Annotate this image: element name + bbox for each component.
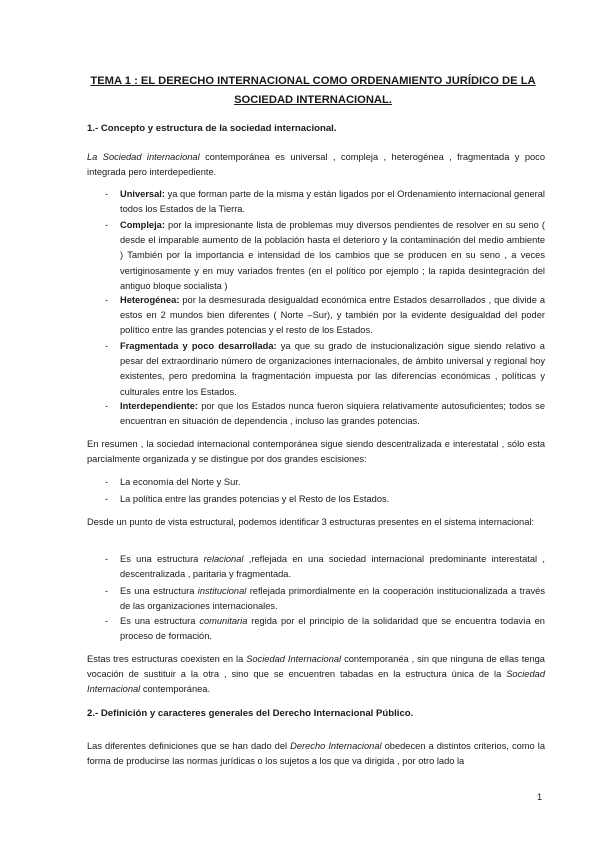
bullet-text: por que los Estados nunca fueron siquiera relativamente autosuficientes; todos se encuentran en situación de dependencia , incluso las grandes potencias.	[120, 401, 545, 427]
bullet-text: ya que forman parte de la misma y están ligados por el Ordenamiento internacional general todos los Estados de la Tierra.	[120, 189, 545, 215]
bullet-dash: -	[105, 220, 109, 230]
bullet-dash: -	[105, 554, 109, 564]
schism-north-south	[87, 475, 545, 490]
bullet-heterogenea	[87, 293, 545, 339]
bullet-dash: -	[105, 616, 109, 626]
summary-paragraph: En resumen , la sociedad internacional contemporánea sigue siendo descentralizada e interestatal , sólo esta parcialmente organizada y se distingue por dos grandes escisiones:	[87, 439, 545, 465]
intro-text: contemporánea es universal , compleja , heterogénea , fragmentada y poco integrada pero interdepediente.	[87, 152, 545, 178]
bullet-dash: -	[105, 401, 109, 411]
structures-intro: Desde un punto de vista estructural, podemos identificar 3 estructuras presentes en el sistema internacional:	[87, 517, 535, 527]
section-2-number: 2.-	[87, 708, 99, 719]
definitions-paragraph	[87, 739, 545, 769]
bullet-dash: -	[105, 189, 109, 199]
bullet-term: Compleja:	[120, 220, 165, 230]
section-1-heading	[87, 121, 337, 136]
section-1-number: 1.-	[87, 123, 99, 134]
schism-text: La política entre las grandes potencias y el Resto de los Estados.	[120, 494, 390, 504]
structure-post: reflejada primordialmente en la cooperación institucionalizada a través de las organizaciones internacionales.	[120, 586, 545, 612]
bullet-term: Interdependiente:	[120, 401, 198, 411]
structure-post: ,reflejada en una sociedad internacional predominante interestatal , descentralizada , paritaria y fragmentada.	[120, 554, 545, 580]
bullet-fragmentada	[87, 339, 545, 400]
bullet-dash: -	[105, 477, 109, 487]
bullet-term: Universal:	[120, 189, 165, 199]
section-1-title: Concepto y estructura de la sociedad internacional.	[100, 123, 337, 134]
bullet-text: por la desmesurada desigualdad económica entre Estados desarrollados , que divide a estos en 2 mundos bien diferentes ( Norte –Sur), y también por la evidente desigualdad del poder político entre las grandes potencias y el resto de los Estados.	[120, 295, 545, 336]
intro-paragraph	[87, 150, 545, 180]
structure-italic: comunitaria	[199, 616, 248, 626]
bullet-dash: -	[105, 341, 109, 351]
structure-pre: Es una estructura	[120, 554, 199, 564]
bullet-interdependiente	[87, 399, 545, 429]
coexist-pre: Estas tres estructuras coexisten en la	[87, 654, 244, 664]
structure-italic: relacional	[203, 554, 244, 564]
structure-relacional	[87, 552, 545, 582]
coexist-italic-1: Sociedad Internacional	[246, 654, 342, 664]
bullet-compleja	[87, 218, 545, 294]
bullet-universal	[87, 187, 545, 217]
structure-pre: Es una estructura	[120, 586, 195, 596]
intro-italic: La Sociedad internacional	[87, 152, 200, 162]
schism-text: La economía del Norte y Sur.	[120, 477, 241, 487]
bullet-term: Fragmentada y poco desarrollada:	[120, 341, 277, 351]
structure-italic: institucional	[197, 586, 247, 596]
bullet-text: por la impresionante lista de problemas muy diversos pendientes de resolver en su seno ( desde el imparable aumento de la población hasta el deterioro y la contaminación del medio ambiente ) También por la importancia e intensidad de los cambios que se producen en su seno , a veces vertiginosamente y en muy variados frentes (en el político por ejemplo ; la rapida desintegración del antiguo bloque socialista )	[120, 220, 545, 291]
structure-pre: Es una estructura	[120, 616, 196, 626]
definitions-italic: Derecho Internacional	[290, 741, 382, 751]
bullet-text: ya que su grado de instucionalización sigue siendo relativo a pesar del extraordinario número de organizaciones internacionales, de ámbito universal y regional hoy existentes, pero predomina la fragmentación impuesta por las diferencias económicas , políticas y culturales entre los Estados.	[120, 341, 545, 397]
document-title: TEMA 1 : EL DERECHO INTERNACIONAL COMO ORDENAMIENTO JURÍDICO DE LA SOCIEDAD INTERNACIONAL.	[90, 75, 536, 106]
bullet-dash: -	[105, 295, 109, 305]
coexist-paragraph	[87, 652, 545, 698]
definitions-post: obedecen a distintos criterios, como la forma de producirse las normas jurídicas o los sujetos a los que va dirigida , por otro lado la	[87, 741, 545, 767]
bullet-dash: -	[105, 494, 109, 504]
coexist-italic-2: Sociedad Internacional	[87, 669, 545, 695]
coexist-post: contemporánea.	[142, 684, 211, 695]
schism-powers	[87, 492, 545, 507]
bullet-dash: -	[105, 586, 109, 596]
definitions-pre: Las diferentes definiciones que se han dado del	[87, 741, 288, 751]
structure-post: regida por el principio de la solidaridad que se encuentra todavía en proceso de formación.	[120, 616, 545, 642]
bullet-term: Heterogénea:	[120, 295, 180, 305]
structure-institucional	[87, 584, 545, 614]
coexist-mid: contemporanéa , sin que ninguna de ellas tenga vocación de sustituir a la otra , sino que se encuentren tabadas en la estructura única de la	[87, 654, 545, 680]
structure-comunitaria	[87, 614, 545, 644]
section-2-heading	[87, 706, 413, 721]
section-2-title: Definición y caracteres generales del Derecho Internacional Público.	[100, 708, 414, 719]
page-number: 1	[537, 792, 543, 802]
